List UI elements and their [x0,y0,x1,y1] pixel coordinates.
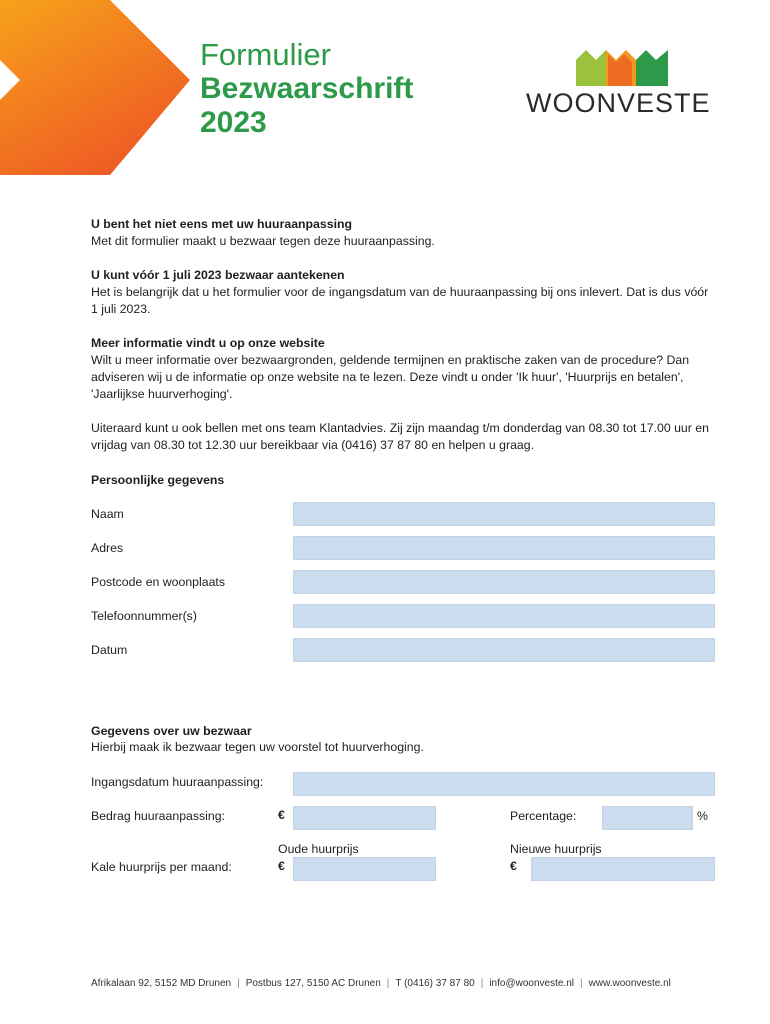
percentage-field[interactable] [602,806,693,830]
page-title [200,38,413,140]
personal-section-title: Persoonlijke gegevens [91,473,225,487]
percentage-label: Percentage: [510,809,577,823]
new-rent-field[interactable] [531,857,715,881]
intro-text-1: Met dit formulier maakt u bezwaar tegen deze huuraanpassing. [91,234,435,248]
logo-text: WOONVESTE [526,88,711,118]
percent-sign: % [697,809,708,823]
title-line-bezwaarschrift: Bezwaarschrift [200,72,414,105]
footer-website[interactable]: www.woonveste.nl [588,978,671,989]
footer-separator: | [237,978,240,989]
objection-subtitle: Hierbij maak ik bezwaar tegen uw voorstel tot huurverhoging. [91,740,424,754]
chevron-graphic [0,0,200,175]
footer-separator: | [480,978,484,989]
name-label: Naam [91,507,124,521]
amount-currency: € [278,808,285,822]
base-rent-label: Kale huurprijs per maand: [91,860,232,874]
phone-label: Telefoonnummer(s) [91,609,197,623]
footer [91,978,721,989]
amount-field[interactable] [293,806,436,830]
intro-section [91,216,716,454]
footer-separator: | [386,978,390,989]
postcode-label: Postcode en woonplaats [91,575,225,589]
logo-roofs-icon [576,50,668,86]
footer-postbox: Postbus 127, 5150 AC Drunen [245,978,381,989]
old-rent-currency: € [278,859,285,873]
footer-phone: T (0416) 37 87 80 [395,978,475,989]
address-label: Adres [91,541,124,555]
date-label: Datum [91,643,128,657]
intro-heading-2: U kunt vóór 1 juli 2023 bezwaar aantekenen [91,268,345,282]
new-rent-currency: € [510,859,517,873]
phone-field[interactable] [293,604,715,628]
intro-heading-3: Meer informatie vindt u op onze website [91,336,325,350]
footer-email[interactable]: info@woonveste.nl [489,978,574,989]
postcode-field[interactable] [293,570,715,594]
start-date-label: Ingangsdatum huuraanpassing: [91,775,264,789]
old-rent-field[interactable] [293,857,436,881]
footer-address: Afrikalaan 92, 5152 MD Drunen [91,978,232,989]
old-rent-label: Oude huurprijs [278,842,359,856]
start-date-field[interactable] [293,772,715,796]
name-field[interactable] [293,502,715,526]
woonveste-logo [526,50,718,120]
footer-separator: | [579,978,583,989]
intro-text-3: Wilt u meer informatie over bezwaargronden, geldende termijnen en praktische zaken van de procedure? Dan adviseren wij u de informatie op onze website na te lezen. Deze vindt u onder 'Ik huur', 'Huurprijs en betalen', 'Jaarlijkse huurverhoging'. [91,353,690,401]
title-line-year: 2023 [200,106,267,139]
date-field[interactable] [293,638,715,662]
amount-label: Bedrag huuraanpassing: [91,809,225,823]
address-field[interactable] [293,536,715,560]
intro-text-2: Het is belangrijk dat u het formulier voor de ingangsdatum van de huuraanpassing bij ons inlevert. Dat is dus vóór 1 juli 2023. [91,285,709,316]
new-rent-label: Nieuwe huurprijs [510,842,602,856]
intro-heading-1: U bent het niet eens met uw huuraanpassing [91,217,353,231]
title-line-formulier: Formulier [200,37,331,72]
objection-section-title: Gegevens over uw bezwaar [91,724,252,738]
intro-text-4: Uiteraard kunt u ook bellen met ons team Klantadvies. Zij zijn maandag t/m donderdag van 08.30 tot 17.00 uur en vrijdag van 08.30 tot 12.30 uur bereikbaar via (0416) 37 87 80 en helpen u graag. [91,421,709,452]
